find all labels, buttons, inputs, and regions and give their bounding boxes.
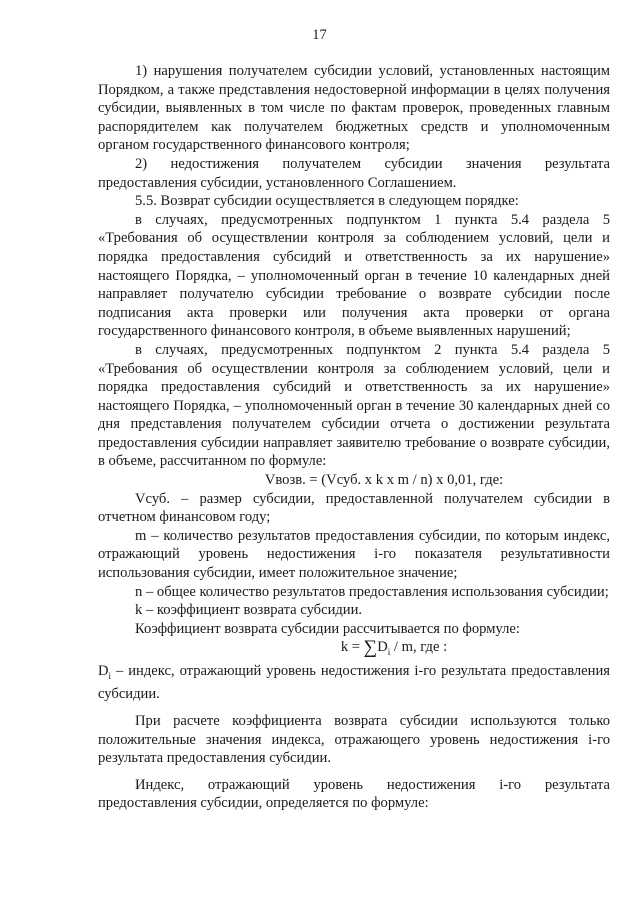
paragraph: 2) недостижения получателем субсидии значения результата предоставления субсидии, установленного Соглашением. — [98, 155, 610, 191]
paragraph: n – общее количество результатов предоставления использования субсидии; — [135, 583, 609, 600]
definition-text: – индекс, отражающий уровень недостижения i-го результата предоставления субсидии. — [98, 662, 610, 703]
paragraph: Индекс, отражающий уровень недостижения i-го результата предоставления субсидии, определяется по формуле: — [98, 776, 610, 812]
paragraph: в случаях, предусмотренных подпунктом 1 пункта 5.4 раздела 5 «Требования об осуществлении контроля за соблюдением условий, цели и порядка предоставления субсидий и ответственность за их нарушение» настоящего Порядка, – уполномоченный орган в течение 10 календарных дней направляет получателю субсидии требование о возврате субсидии после подписания акта проверки или получения акта проверки от органа государственного финансового контроля, в объеме выявленных нарушений; — [98, 211, 610, 340]
paragraph: в случаях, предусмотренных подпунктом 2 пункта 5.4 раздела 5 «Требования об осуществлении контроля за соблюдением условий, цели и порядка предоставления субсидий и ответственность за их нарушение» настоящего Порядка, – уполномоченный орган в течение 30 календарных дней со дня представления получателем субсидии отчета о достижении результата предоставления субсидии направляет заявителю требование о возврате субсидии, в объеме, рассчитанном по формуле: — [98, 341, 610, 470]
formula-lhs: k = — [340, 639, 364, 656]
paragraph-definition-d — [98, 662, 610, 704]
formula-coefficient — [98, 638, 610, 662]
paragraph: 5.5. Возврат субсидии осуществляется в следующем порядке: — [135, 193, 519, 210]
paragraph: m – количество результатов предоставления субсидии, по которым индекс, отражающий уровень недостижения i-го показателя результативности использования субсидии, имеет положительное значение; — [98, 527, 610, 582]
paragraph: Vсуб. – размер субсидии, предоставленной получателем субсидии в отчетном финансовом году; — [98, 490, 610, 526]
document-body — [98, 62, 610, 813]
paragraph: 1) нарушения получателем субсидии условий, установленных настоящим Порядком, а также представления недостоверной информации в целях получения субсидии, выявленных в том числе по фактам проверок, проведенных главным распорядителем как получателем бюджетных средств и уполномоченным органом государственного финансового контроля; — [98, 63, 610, 154]
page-number: 17 — [312, 27, 327, 43]
formula-var: D — [377, 639, 388, 656]
paragraph: k – коэффициент возврата субсидии. — [135, 602, 363, 619]
formula-return-volume: Vвозв. = (Vсуб. x k x m / n) x 0,01, где: — [264, 472, 504, 489]
definition-var: D — [98, 662, 109, 679]
sum-symbol: ∑ — [363, 637, 378, 659]
formula-subscript: i — [387, 647, 391, 658]
paragraph: При расчете коэффициента возврата субсидии используются только положительные значения индекса, отражающего уровень недостижения i-го результата предоставления субсидии. — [98, 713, 610, 767]
formula-rest: / m, где : — [390, 639, 448, 656]
definition-subscript: i — [108, 670, 112, 681]
paragraph: Коэффициент возврата субсидии рассчитывается по формуле: — [135, 620, 520, 637]
